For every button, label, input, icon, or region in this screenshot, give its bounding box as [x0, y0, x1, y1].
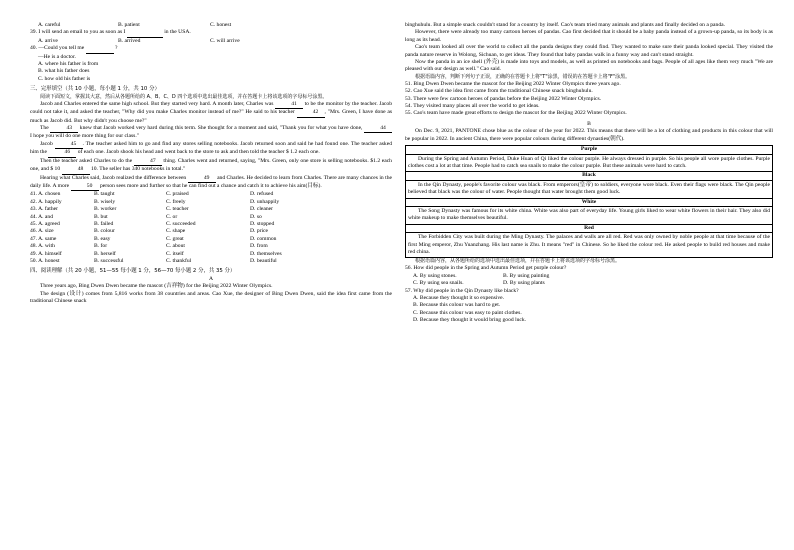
passage-a-paragraph: The design (设计) comes from 5,816 works from 38 countries and areas. Cao Xue, the designer of Bing Dwen Dwen, said the idea first came from the traditional Chinese snack — [30, 290, 392, 305]
choice: B. successful — [94, 257, 124, 264]
choice: B. taught — [94, 191, 115, 198]
question-56: 56. How did people in the Spring and Autumn Period get purple colour? — [405, 265, 567, 272]
cloze-paragraph: Hearing what Charles said, Jacob realized the difference between 49 and Charles. He decided to learn from Charles. There are many chances in the daily life. A more 50 person sees more and further so that he can find out a chance and catch it to achieve his aim(目标). — [30, 175, 392, 192]
choice: B. worker — [94, 206, 117, 213]
passage-a-paragraph: Cao's team looked all over the world to collect all the panda designs they could find. They wanted to make sure their panda looked special. They visited the panda nature reserve in Wolong, Sichuan, to get ideas. They found that baby pandas walk in a funny way and can't stand straight. — [405, 44, 773, 58]
colour-box-purple — [406, 146, 772, 172]
colour-heading: Purple — [406, 146, 772, 154]
choice: D. beautiful — [250, 257, 277, 264]
choice: 46. A. size — [30, 228, 54, 235]
choice: C. thankful — [166, 257, 192, 264]
choice: D. so — [250, 213, 262, 220]
tf-question: 53. There were few cartoon heroes of pandas before the Beijing 2022 Winter Olympics. — [405, 95, 602, 102]
option: C. honest — [210, 22, 232, 28]
choice: C. praised — [166, 191, 189, 198]
choice: D. price — [250, 228, 269, 235]
colour-text: The Forbidden City was built during the Ming Dynasty. The palaces and walls are all red. Red was only owned by noble people at that time because of the first Ming emperor, Zhu Yuanzhang. His last name is Zhu. It means "red" in Chinese. So he liked the colour red. He asked people to build red houses and make red china. — [408, 234, 770, 255]
choice: B. easy — [94, 235, 111, 242]
section-3-title: 三、完形填空（共 10 小题，每小题 1 分，共 10 分） — [30, 86, 160, 93]
passage-a-label: A — [208, 275, 214, 282]
choice: B. failed — [94, 220, 114, 227]
reply: —He is a doctor. — [38, 53, 76, 60]
colour-heading: Red — [406, 225, 772, 233]
option: A. By using stones. — [413, 272, 457, 279]
option: B. arrived — [118, 37, 141, 44]
cloze-paragraph: The 43 knew that Jacob worked very hard during this term. She thought for a moment and said, "Thank you for what you have done, 44 I hope you will do one more thing for our class." — [30, 125, 392, 141]
option: A. where his father is from — [38, 61, 99, 68]
passage-b-intro: On Dec. 9, 2021, PANTONE chose blue as the colour of the year for 2022. This means that there will be a lot of clothing and products in this colour that will be popular in 2022. In ancient China, there were popular colours during different dynasties(朝代). — [405, 128, 773, 142]
colour-text: During the Spring and Autumn Period, Duke Huan of Qi liked the colour purple. He always dressed in purple. So his people all wore purple clothes. Purple clothes cost a lot at that time. People had to catch sea snails to make the colour purple. But these animals were hard to catch. — [408, 155, 770, 169]
option-row — [405, 280, 773, 287]
tf-question: 55. Cao's team have made great efforts to design the mascot for the Beijing 2022 Winter Olympics. — [405, 110, 627, 117]
cloze-choices — [30, 191, 392, 265]
option: D. Because they thought it would bring good luck. — [413, 317, 527, 324]
answer-blank — [127, 29, 163, 37]
option: B. By using painting — [503, 272, 550, 279]
choice: C. shape — [166, 228, 186, 235]
question-57: 57. Why did people in the Qin Dynasty like black? — [405, 287, 519, 294]
passage-a-paragraph: Now the panda in an ice shell (外壳) is made into toys and models, as well as printed on notebooks and bags. People of all ages like them very much "We are pleased with our design as well." Cao said. — [405, 59, 773, 73]
multiple-choice-instructions: 根据语篇内容，从各题所给的选项中选出最佳选项，并在答题卡上将该选项的字母标号涂黑。 — [415, 258, 621, 265]
passage-a-paragraph: Three years ago, Bing Dwen Dwen became the mascot (吉祥物) for the Beijing 2022 Winter Olympics. — [40, 283, 273, 290]
choice: 43. A. father — [30, 206, 58, 213]
question-39: 39. I will send an email to you as soon as I in the USA. — [30, 29, 392, 37]
option-row — [30, 22, 392, 29]
option: B. patient — [118, 22, 140, 28]
cloze-paragraph: Jacob and Charles entered the same high school. But they started very hard. A month later, Charles was 41 to be the monitor by the teacher. Jacob could not take it, and asked the teacher, "Why did you make Charles monitor instead of me?" He said to his teacher 42 , "Mrs. Green, I have done as much as Jacob did. But why didn't you choose me?" — [30, 100, 393, 124]
choice: D. cleaner — [250, 206, 273, 213]
true-false-instructions: 根据语篇内容，判断下列句子正误，正确的在答题卡上将"T"涂黑，错误的在答题卡上将"F"涂黑。 — [415, 73, 631, 80]
choice: C. succeeded — [166, 220, 196, 227]
choice: 50. A. honest — [30, 257, 60, 264]
colour-table — [405, 145, 773, 258]
choice: B. for — [94, 243, 108, 250]
colour-box-red — [406, 225, 772, 258]
colour-text: The Song Dynasty was famous for its white china. White was also part of everyday life. Young girls liked to wear white flowers in their hair. They also did white makeup to make themselves beautiful. — [408, 207, 770, 222]
choice: B. but — [94, 213, 108, 220]
choice: C. or — [166, 213, 178, 220]
cloze-paragraph: Jacob 45 . The teacher asked him to go and find any stores selling notebooks. Jacob returned soon and said he had found one. The teacher asked him the 46 of each one. Jacob shook his head and went back to the store to ask and then told the teacher $ 1.2 each one. — [30, 141, 392, 158]
option: C. will arrive — [210, 37, 240, 44]
option: A. arrive — [38, 37, 58, 44]
tf-question: 51. Bing Dwen Dwen became the mascot for the Beijing 2022 Winter Olympics three years ago. — [405, 80, 621, 87]
choice: D. stopped — [250, 220, 275, 227]
left-column — [30, 22, 392, 306]
colour-text: In the Qin Dynasty, people's favorite colour was black. From emperors(皇帝) to soldiers, everyone wore black. Even their flags were black. The Qin people believed that black was the colour of water. People thought that water brought them good luck. — [408, 181, 770, 196]
choice: B. wisely — [94, 198, 116, 205]
option: B. Because this colour was hard to get. — [413, 302, 501, 309]
option: C. Because this colour was easy to paint clothes. — [413, 309, 522, 316]
option: C. By using sea snails. — [413, 280, 464, 287]
section-4-title: 四、阅读理解（共 20 小题，51—55 每小题 1 分，56—70 每小题 2 分，共 35 分） — [30, 268, 236, 275]
option: A. Because they thought it so expensive. — [413, 295, 505, 301]
choice: 44. A. and — [30, 213, 53, 220]
choice: C. teacher — [166, 206, 189, 213]
choice: D. themselves — [250, 250, 282, 257]
choice: D. common — [250, 235, 277, 242]
colour-heading: White — [406, 199, 772, 207]
option-row — [405, 273, 773, 280]
passage-a-paragraph: However, there were already too many cartoon heroes of pandas. Cao first decided that it should be a baby panda instead of a grown-up panda, so its body is as long as its head. — [405, 29, 773, 43]
choice: C. about — [166, 243, 185, 250]
option: A. careful — [38, 22, 61, 28]
choice: D. unhappily — [250, 198, 280, 205]
choice: 48. A. with — [30, 243, 55, 250]
passage-a-paragraph: binghuhulu. But a simple snack couldn't stand for a country by itself. Cao's team tried many animals and plants and finally decided on a panda. — [405, 22, 726, 28]
choice: B. herself — [94, 250, 116, 257]
choice: C. itself — [166, 250, 184, 257]
choice: B. colour — [94, 228, 115, 235]
section-3-instructions: 阅读下面短文，掌握其大意，然后从各题所给的 A、B、C、D 四个选项中选出最佳选项，并在答题卡上将该选项的字母标号涂黑。 — [40, 93, 328, 100]
choice: 41. A. chosen — [30, 191, 61, 198]
option: C. how old his father is — [38, 75, 91, 82]
right-column — [405, 22, 773, 325]
colour-box-black — [406, 172, 772, 198]
choice: D. refused — [250, 191, 274, 198]
answer-blank — [86, 45, 114, 53]
choice: 45. A. agreed — [30, 220, 60, 227]
option: B. what his father does — [38, 68, 90, 75]
choice: C. great — [166, 235, 184, 242]
passage-b-label: B — [587, 120, 591, 127]
option-row — [30, 38, 392, 45]
choice: C. freely — [166, 198, 186, 205]
cloze-paragraph: Then the teacher asked Charles to do the 47 thing. Charles went and returned, saying, "Mrs. Green, only one store is selling notebooks. $1.2 each one, and $ 10 48 10. The seller has 340 notebooks in total." — [30, 158, 392, 175]
choice: 47. A. same — [30, 235, 57, 242]
tf-question: 54. They visited many places all over the world to get ideas. — [405, 103, 540, 110]
question-40: 40. —Could you tell me ? — [30, 45, 392, 53]
tf-question: 52. Cao Xue said the idea first came from the traditional Chinese snack binghuhulu. — [405, 88, 593, 95]
choice: D. from — [250, 243, 268, 250]
option: D. By using plants — [503, 280, 545, 287]
colour-heading: Black — [406, 172, 772, 180]
choice: 42. A. happily — [30, 198, 62, 205]
colour-box-white — [406, 199, 772, 225]
choice: 49. A. himself — [30, 250, 62, 257]
